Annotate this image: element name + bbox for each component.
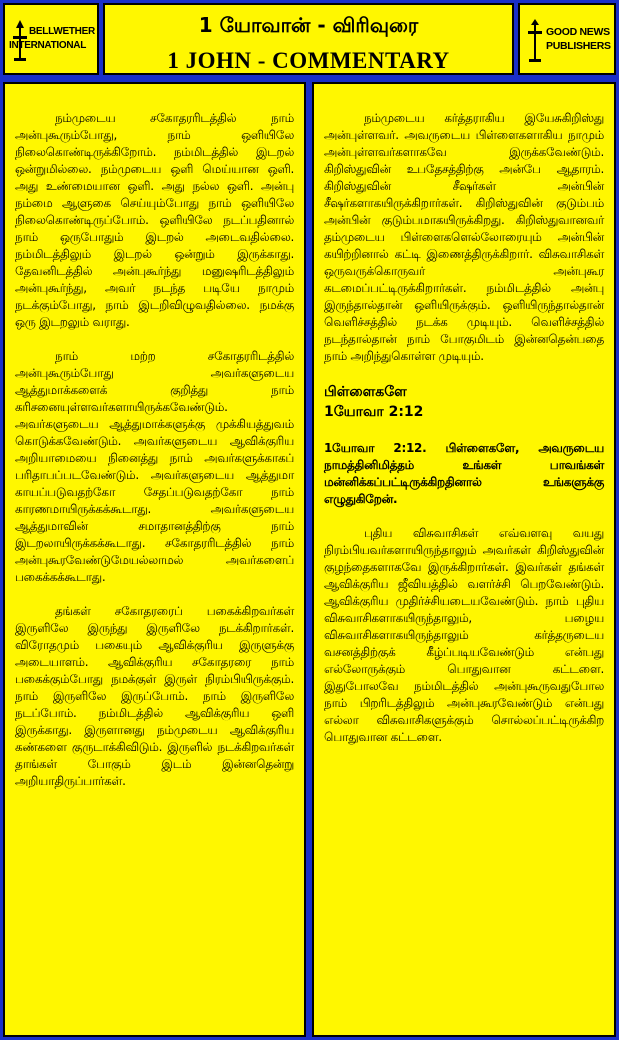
good-news-emblem-icon — [524, 17, 546, 63]
logo-left-line-1: BELLWETHER — [29, 26, 95, 37]
bellwether-logo — [3, 3, 99, 75]
left-paragraph-3: தங்கள் சகோதரரைப் பகைக்கிறவர்கள் இருளிலே இருந்து இருளிலே நடக்கிறார்கள். விரோதமும் பகையும் ஆவிக்குரிய இருளுக்கு அடையாளம். ஆவிக்குரிய சகோதரரை நாம் பகைக்கும்போது நமக்குள் இருள் நிரம்பியிருக்கும். நாம் இருளிலே இருப்போம். நாம் இருளிலே நடப்போம். நம்மிடத்தில் ஆவிக்குரிய ஒளி இருக்காது. இருளானது நம்முடைய ஆவிக்குரிய கண்களை குருடாக்கிவிடும். இருளில் நடக்கிறவர்கள் தாங்கள் போகும் இடம் இன்னதென்று அறியாதிருப்பார்கள். — [15, 604, 294, 788]
right-intro-paragraph: நம்முடைய கர்த்தராகிய இயேசுகிறிஸ்து அன்புள்ளவர். அவருடைய பிள்ளைகளாகிய நாமும் அன்புள்ளவர்களாகவே இருக்கவேண்டும். கிறிஸ்துவின் உபதேசத்திற்கு அன்பே ஆதாரம். கிறிஸ்துவின் சீஷர்கள் அன்பின் சீஷர்களாகயிருக்கிறார்கள். கிறிஸ்துவின் குடும்பம் அன்பின் குடும்பமாகயிருக்கிறது. கிறிஸ்துவானவர் தம்முடைய பிள்ளைகளெல்லோரையும் அன்பின் கயிற்றினால் கட்டி இணைத்திருக்கிறார். விசுவாசிகள் ஒருவருக்கொருவர் அன்புகூர கடமைப்பட்டிருக்கிறார்கள். நம்மிடத்தில் அன்பு இருந்தால்தான் ஒளியிருக்கும். ஒளியிருந்தால்தான் வெளிச்சத்தில் நடக்க முடியும். வெளிச்சத்தில் நடந்தால்தான் நாம் போகுமிடம் இன்னதென்பதை நாம் அறிந்துகொள்ள முடியும். — [324, 111, 604, 363]
section-heading-reference: 1யோவா 2:12 — [324, 404, 424, 420]
right-column — [312, 82, 616, 1037]
section-heading — [324, 382, 604, 422]
verse-text: 1யோவா 2:12. பிள்ளைகளே, அவருடைய நாமத்தினிமித்தம் உங்கள் பாவங்கள் மன்னிக்கப்பட்டிருக்கிறதினால் உங்களுக்கு எழுதுகிறேன். — [324, 441, 604, 506]
title-english: 1 JOHN - COMMENTARY — [167, 48, 450, 73]
logo-right-line-1: GOOD NEWS — [546, 26, 610, 38]
title-box — [103, 3, 514, 75]
section-heading-title: பிள்ளைகளே — [324, 384, 407, 400]
left-paragraph-1: நம்முடைய சகோதரரிடத்தில் நாம் அன்புகூரும்போது, நாம் ஒளியிலே நிலைகொண்டிருக்கிறோம். நம்மிடத்தில் இடறல் ஒன்றுமில்லை. நம்முடைய ஒளி மெய்யான ஒளி. அது உண்மையான ஒளி. அது நல்ல ஒளி. அன்பு நம்மை ஆளுகை செய்யும்போது நாம் ஒளியிலே நிலைகொண்டிருப்போம். ஒளியிலே நடப்பதினால் நாம் ஒருபோதும் இடறல் அடைவதில்லை. நம்மிடத்திலும் இடறல் ஒன்றும் இருக்காது. தேவனிடத்தில் அன்புகூர்ந்து மனுஷரிடத்திலும் அன்புகூர்ந்து, அவர் நடந்த படியே நாமும் நடக்கும்போது, நாம் இடறிவிழுவதில்லை. நமக்கு ஒரு இடறலும் வராது. — [15, 111, 294, 329]
left-paragraph-2: நாம் மற்ற சகோதரரிடத்தில் அன்புகூரும்போது அவர்களுடைய ஆத்துமாக்களைக் குறித்து நாம் கரிசனையுள்ளவர்களாயிருக்கவேண்டும். அவர்களுடைய ஆத்துமாக்களுக்கு முக்கியத்துவம் கொடுக்கவேண்டும். அவர்களுடைய ஆவிக்குரிய அறியாமையை நினைத்து நாம் அவர்களுக்காகப் பரிதாபப்படவேண்டும். அவர்களுடைய ஆத்துமா காயப்படுவதற்கோ சேதப்படுவதற்கோ நாம் காரணமாயிருக்கக்கூடாது. அவர்களுடைய ஆத்துமாவின் சமாதானத்திற்கு நாம் இடறலாயிருக்கக்கூடாது. சகோதரரிடத்தில் நாம் அன்புகூரவேண்டுமேயல்லாமல் அவர்களைப் பகைக்கக்கூடாது. — [15, 349, 294, 584]
logo-left-line-2: INTERNATIONAL — [9, 40, 87, 51]
header — [0, 0, 619, 78]
title-tamil: 1 யோவான் - விரிவுரை — [198, 13, 419, 37]
left-column — [3, 82, 306, 1037]
right-closing-paragraph: புதிய விசுவாசிகள் எவ்வளவு வயது நிரம்பியவர்களாயிருந்தாலும் அவர்கள் கிறிஸ்துவின் குழந்தைகளாகவே இருக்கிறார்கள். இவர்கள் தங்கள் ஆவிக்குரிய ஜீவியத்தில் வளர்ச்சி பெறவேண்டும். ஆவிக்குரிய முதிர்ச்சியடையவேண்டும். நாம் புதிய விசுவாசிகளாகயிருந்தாலும், பழைய விசுவாசிகளாகயிருந்தாலும் கர்த்தருடைய வசனத்திற்குக் கீழ்ப்படியவேண்டும் என்பது எல்லோருக்கும் பொதுவான கட்டளை. இதுபோலவே நம்மிடத்தில் அன்புகூருவதுபோல நாம் பிறரிடத்திலும் அன்புகூரவேண்டும் என்பது எல்லா விசுவாசிகளுக்கும் சொல்லப்பட்டிருக்கிற பொதுவான கட்டளை. — [324, 526, 604, 744]
good-news-logo — [518, 3, 616, 75]
logo-right-line-2: PUBLISHERS — [546, 40, 611, 52]
